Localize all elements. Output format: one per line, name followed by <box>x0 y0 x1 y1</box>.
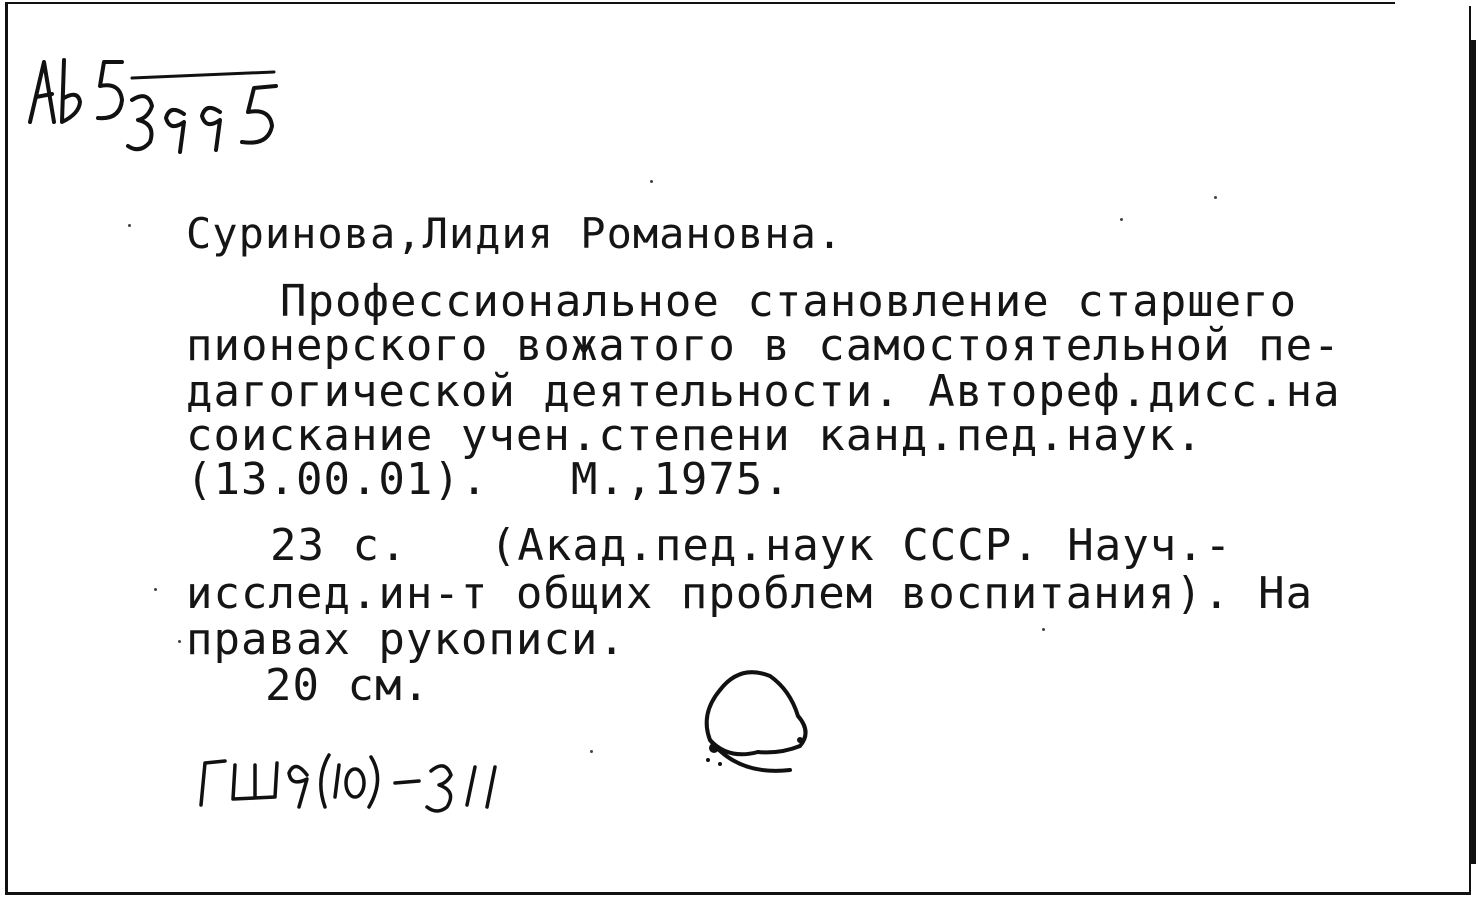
speck <box>1214 196 1217 199</box>
card-title-line-4: соискание учен.степени канд.пед.наук. <box>186 410 1204 461</box>
card-title-line-1: Профессиональное становление старшего <box>280 276 1298 327</box>
speck <box>178 640 181 643</box>
card-series-line: исслед.ин-т общих проблем воспитания). На <box>186 568 1314 619</box>
speck <box>128 224 131 227</box>
library-stamp <box>680 660 830 790</box>
handwritten-call-number <box>195 745 555 815</box>
card-right-edge <box>1469 40 1476 864</box>
card-imprint-line: (13.00.01). М.,1975. <box>186 454 791 505</box>
card-author: Суринова,Лидия Романовна. <box>186 209 844 258</box>
card-top-edge-gap <box>1395 0 1475 6</box>
speck <box>650 180 653 183</box>
shelfmark-handwriting <box>24 42 324 162</box>
call-number-handwriting <box>195 745 555 815</box>
card-title-line-3: дагогической деятельности. Автореф.дисс.на <box>186 366 1341 417</box>
handwritten-shelfmark <box>24 42 324 162</box>
card-size-line: 20 см. <box>265 660 430 711</box>
speck <box>1120 218 1123 221</box>
speck <box>154 588 157 591</box>
stamp-outline <box>680 660 830 790</box>
card-note-line: правах рукописи. <box>186 614 626 665</box>
card-title-line-2: пионерского вожатого в самостоятельной пе- <box>186 320 1341 371</box>
card-pages-line: 23 с. (Акад.пед.наук СССР. Науч.- <box>270 520 1233 571</box>
speck <box>1042 628 1045 631</box>
speck <box>590 750 593 753</box>
